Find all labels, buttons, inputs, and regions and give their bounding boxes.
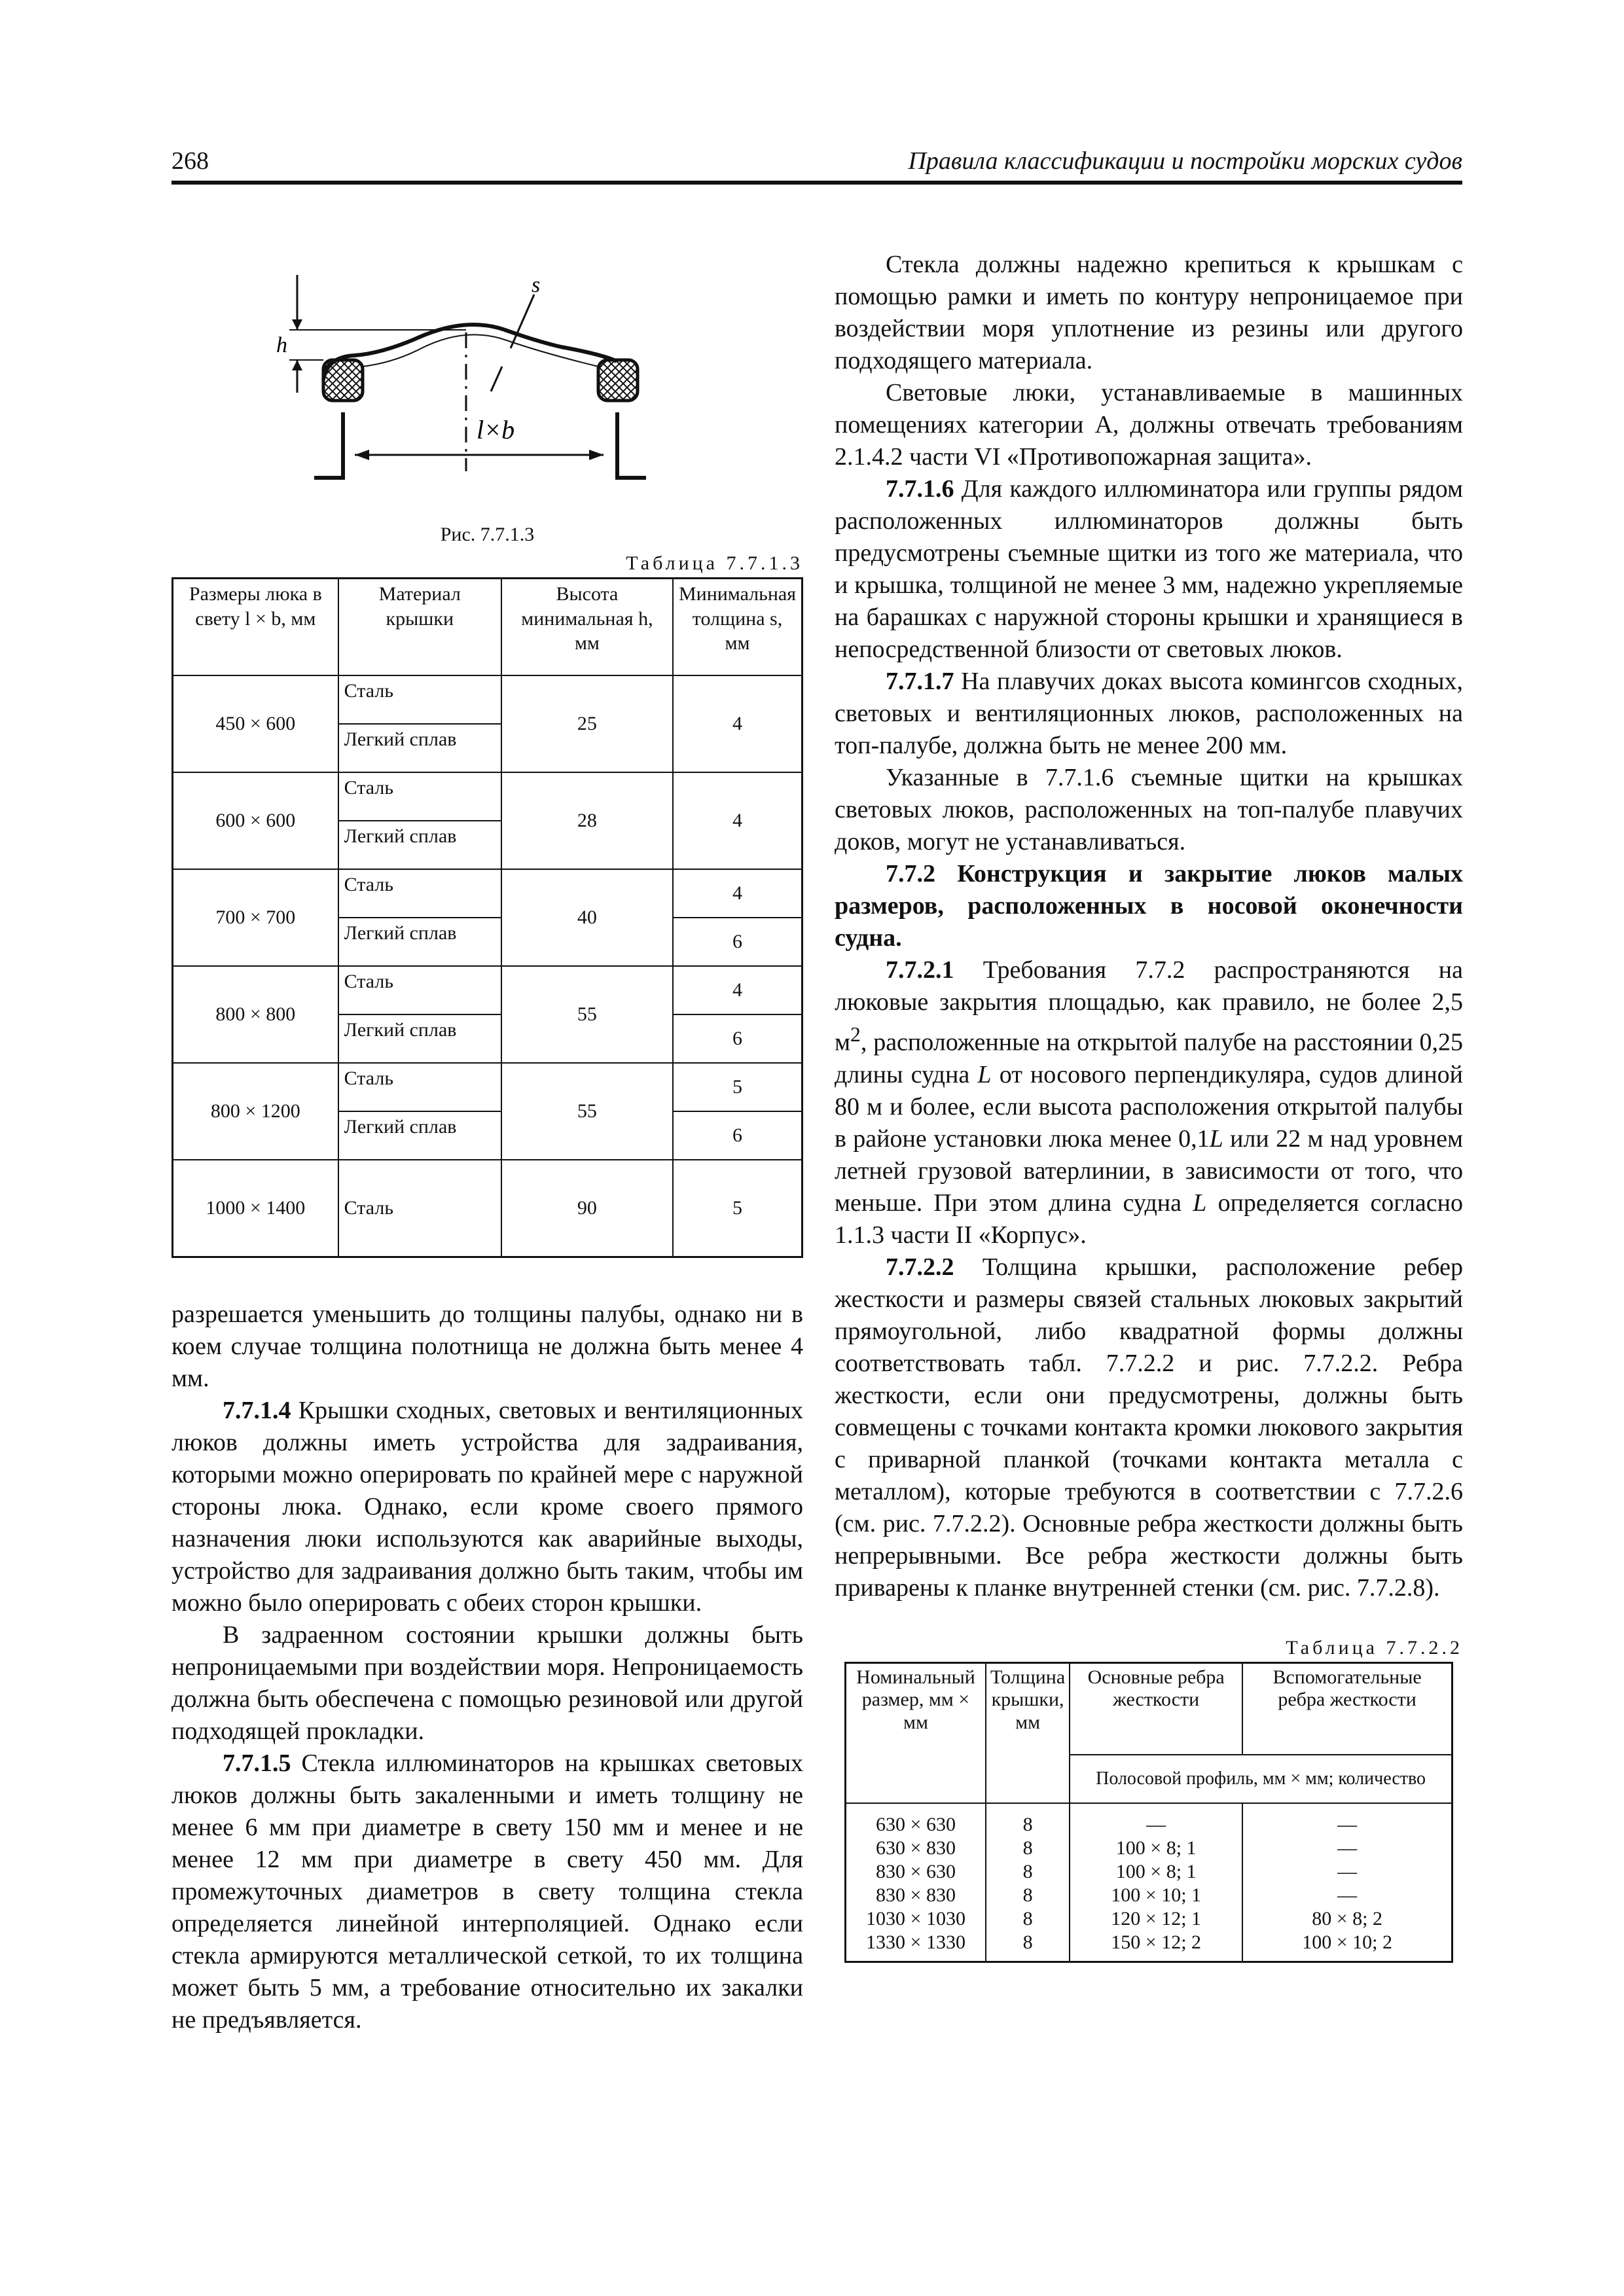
right-column [835, 249, 1463, 1963]
material-cell: Сталь [338, 675, 501, 724]
aux-stiffener-cell: — [1242, 1860, 1452, 1884]
paragraph [835, 473, 1463, 666]
clause-number: 7.7.2.1 [886, 956, 954, 984]
table-row [846, 1860, 1453, 1884]
table2-header: Номинальный размер, мм × мм [846, 1662, 986, 1803]
thickness-cell: 8 [986, 1803, 1070, 1837]
aux-stiffener-cell: 100 × 10; 2 [1242, 1931, 1452, 1962]
table1-header: Высота минимальная h, мм [501, 579, 673, 676]
thickness-cell: 4 [673, 772, 803, 869]
table1-header: Минимальная толщина s, мм [673, 579, 803, 676]
thickness-cell: 4 [673, 966, 803, 1014]
size-cell: 600 × 600 [173, 772, 338, 869]
running-title: Правила классификации и постройки морских судов [908, 147, 1462, 175]
height-cell: 55 [501, 966, 673, 1063]
clause-number: 7.7.1.7 [886, 668, 954, 695]
variable-L: L [1193, 1189, 1207, 1217]
variable-L: L [1209, 1124, 1223, 1153]
table-row [173, 966, 803, 1014]
section-heading-text: 7.7.2 Конструкция и закрытие люков малых размеров, расположенных в носовой оконечности судна. [835, 860, 1463, 952]
material-cell: Сталь [338, 772, 501, 821]
aux-stiffener-cell: — [1242, 1837, 1452, 1860]
table-row [846, 1803, 1453, 1837]
paragraph-text: Крышки сходных, световых и вентиляционных люков должны иметь устройства для задраивания, которыми можно оперировать по крайней мере с наружной стороны люка. Однако, если кроме своего прямого назначения люки используются как аварийные выходы, устройство для задраивания должно быть таким, чтобы им можно было оперировать с обеих сторон крышки. [171, 1397, 803, 1617]
aux-stiffener-cell: 80 × 8; 2 [1242, 1907, 1452, 1931]
page-number: 268 [171, 147, 209, 175]
table-row [846, 1837, 1453, 1860]
paragraph-text: определяется согласно 1.1.3 части II «Корпус». [835, 1189, 1463, 1249]
thickness-cell: 4 [673, 675, 803, 772]
main-stiffener-cell: 150 × 12; 2 [1070, 1931, 1242, 1962]
seal-right [598, 360, 638, 401]
table-7-7-2-2 [844, 1662, 1453, 1963]
table2-header: Толщина крышки, мм [986, 1662, 1070, 1803]
size-cell: 450 × 600 [173, 675, 338, 772]
height-cell: 25 [501, 675, 673, 772]
paragraph [835, 954, 1463, 1251]
table2-subheader: Полосовой профиль, мм × мм; количество [1070, 1755, 1452, 1803]
table2-header-row [846, 1662, 1453, 1755]
clause-number: 7.7.2.2 [886, 1253, 954, 1281]
table-row [173, 772, 803, 821]
s-label: s [532, 273, 541, 297]
thickness-cell: 6 [673, 1111, 803, 1160]
size-cell: 830 × 630 [846, 1860, 986, 1884]
paragraph-text: Для каждого иллюминатора или группы рядом расположенных иллюминаторов должны быть предусмотрены съемные щитки из того же материала, что и крышка, толщиной не менее 3 мм, надежно укрепляемые на барашках с наружной стороны крышки и хранящиеся в непосредственной близости от световых люков. [835, 475, 1464, 663]
material-cell: Легкий сплав [338, 821, 501, 869]
paragraph-text: или 22 м над уровнем летней грузовой ватерлинии, в зависимости от того, что меньше. При этом длина судна [835, 1124, 1463, 1217]
paragraph-text: На плавучих доках высота комингсов сходных, световых и вентиляционных люков, расположенных на топ-палубе, должна быть не менее 200 мм. [835, 668, 1464, 759]
paragraph: В задраенном состоянии крышки должны быть непроницаемыми при воздействии моря. Непроницаемость должна быть обеспечена с помощью резиновой или другой подходящей прокладки. [171, 1621, 803, 1745]
thickness-cell: 8 [986, 1931, 1070, 1962]
size-cell: 800 × 800 [173, 966, 338, 1063]
table-row [173, 1160, 803, 1257]
main-stiffener-cell: — [1070, 1803, 1242, 1837]
main-stiffener-cell: 100 × 10; 1 [1070, 1884, 1242, 1907]
paragraph: разрешается уменьшить до толщины палубы, однако ни в коем случае толщина полотнища не должна быть менее 4 мм. [171, 1300, 803, 1392]
paragraph [171, 1748, 803, 2036]
size-cell: 630 × 630 [846, 1803, 986, 1837]
table-row [173, 869, 803, 918]
table2-label: Таблица 7.7.2.2 [1286, 1636, 1463, 1659]
main-stiffener-cell: 120 × 12; 1 [1070, 1907, 1242, 1931]
thickness-cell: 4 [673, 869, 803, 918]
material-cell: Легкий сплав [338, 918, 501, 966]
material-cell: Сталь [338, 1063, 501, 1111]
clause-number: 7.7.1.6 [886, 475, 954, 503]
table-7-7-1-3 [171, 577, 803, 1258]
thickness-cell: 8 [986, 1884, 1070, 1907]
paragraph: Стекла должны надежно крепиться к крышкам с помощью рамки и иметь по контуру непроницаемое при воздействии моря уплотнение из резины или другого подходящего материала. [835, 251, 1463, 374]
table1-header: Размеры люка в свету l × b, мм [173, 579, 338, 676]
left-text-block [171, 1299, 803, 2036]
thickness-cell: 5 [673, 1063, 803, 1111]
variable-L: L [977, 1060, 992, 1088]
figure-caption: Рис. 7.7.1.3 [440, 524, 535, 545]
height-cell: 55 [501, 1063, 673, 1160]
paragraph [835, 1251, 1463, 1604]
table1-header-row [173, 579, 803, 676]
height-cell: 28 [501, 772, 673, 869]
size-cell: 1000 × 1400 [173, 1160, 338, 1257]
paragraph-text: , расположенные на открытой палубе на расстоянии 0,25 длины судна [835, 1028, 1463, 1088]
material-cell: Сталь [338, 966, 501, 1014]
height-cell: 90 [501, 1160, 673, 1257]
thickness-cell: 6 [673, 1014, 803, 1063]
left-column [171, 249, 803, 2036]
paragraph [171, 1395, 803, 1619]
paragraph-text: от носового перпендикуляра, судов длиной 80 м и более, если высота расположения открытой палубы в районе установки люка менее 0,1 [835, 1060, 1463, 1153]
thickness-cell: 5 [673, 1160, 803, 1257]
thickness-cell: 6 [673, 918, 803, 966]
section-heading [835, 858, 1463, 954]
lb-label: l×b [477, 415, 515, 444]
main-stiffener-cell: 100 × 8; 1 [1070, 1837, 1242, 1860]
table1-label: Таблица 7.7.1.3 [626, 552, 803, 574]
size-cell: 630 × 830 [846, 1837, 986, 1860]
height-cell: 40 [501, 869, 673, 966]
clause-number: 7.7.1.4 [223, 1397, 291, 1424]
table2-header: Вспомогательные ребра жесткости [1242, 1662, 1452, 1755]
table2-header: Основные ребра жесткости [1070, 1662, 1242, 1755]
material-cell: Легкий сплав [338, 1014, 501, 1063]
material-cell: Легкий сплав [338, 1111, 501, 1160]
hatch-cover-drawing [250, 262, 721, 524]
running-header [171, 143, 1462, 185]
main-stiffener-cell: 100 × 8; 1 [1070, 1860, 1242, 1884]
paragraph-text: Толщина крышки, расположение ребер жесткости и размеры связей стальных люковых закрытий прямоугольной, либо квадратной формы должны соответствовать табл. 7.7.2.2 и рис. 7.7.2.2. Ребра жесткости, если они предусмотрены, должны быть совмещены с точками контакта кромки люкового закрытия с приварной планкой (точками контакта металла с металлом), которые требуются в соответствии с 7.7.2.6 (см. рис. 7.7.2.2). Основные ребра жесткости должны быть непрерывными. Все ребра жесткости должны быть приварены к планке внутренней стенки (см. рис. 7.7.2.8). [835, 1253, 1464, 1602]
aux-stiffener-cell: — [1242, 1803, 1452, 1837]
thickness-cell: 8 [986, 1860, 1070, 1884]
table-row [173, 1063, 803, 1111]
size-cell: 1030 × 1030 [846, 1907, 986, 1931]
aux-stiffener-cell: — [1242, 1884, 1452, 1907]
table-row [846, 1884, 1453, 1907]
table1-header: Материал крышки [338, 579, 501, 676]
size-cell: 1330 × 1330 [846, 1931, 986, 1962]
table-row [846, 1931, 1453, 1962]
paragraph: Указанные в 7.7.1.6 съемные щитки на крышках световых люков, расположенных на топ-палубе плавучих доков, могут не устанавливаться. [835, 764, 1463, 855]
thickness-cell: 8 [986, 1907, 1070, 1931]
material-cell: Сталь [338, 869, 501, 918]
size-cell: 830 × 830 [846, 1884, 986, 1907]
superscript: 2 [850, 1023, 861, 1046]
thickness-cell: 8 [986, 1837, 1070, 1860]
paragraph-text: Стекла иллюминаторов на крышках световых люков должны быть закаленными и иметь толщину не менее 6 мм при диаметре в свету 150 мм и менее и не менее 12 мм при диаметре в свету 450 мм. Для промежуточных диаметров в свету толщина стекла определяется линейной интерполяцией. Однако если стекла армируются металлической сеткой, то их толщина может быть 5 мм, а требование относительно их закалки не предъявляется. [171, 1749, 803, 2034]
table-row [173, 675, 803, 724]
material-cell: Легкий сплав [338, 724, 501, 772]
size-cell: 700 × 700 [173, 869, 338, 966]
h-label: h [276, 333, 287, 357]
size-cell: 800 × 1200 [173, 1063, 338, 1160]
paragraph: Световые люки, устанавливаемые в машинных помещениях категории А, должны отвечать требованиям 2.1.4.2 части VI «Противопожарная защита». [835, 379, 1463, 471]
paragraph-text: Требования 7.7.2 распространяются на люковые закрытия площадью, как правило, не более 2,5 м [835, 956, 1463, 1056]
paragraph [835, 666, 1463, 762]
clause-number: 7.7.1.5 [223, 1749, 291, 1777]
material-cell: Сталь [338, 1160, 501, 1257]
table-row [846, 1907, 1453, 1931]
figure-7-7-1-3 [171, 249, 803, 550]
